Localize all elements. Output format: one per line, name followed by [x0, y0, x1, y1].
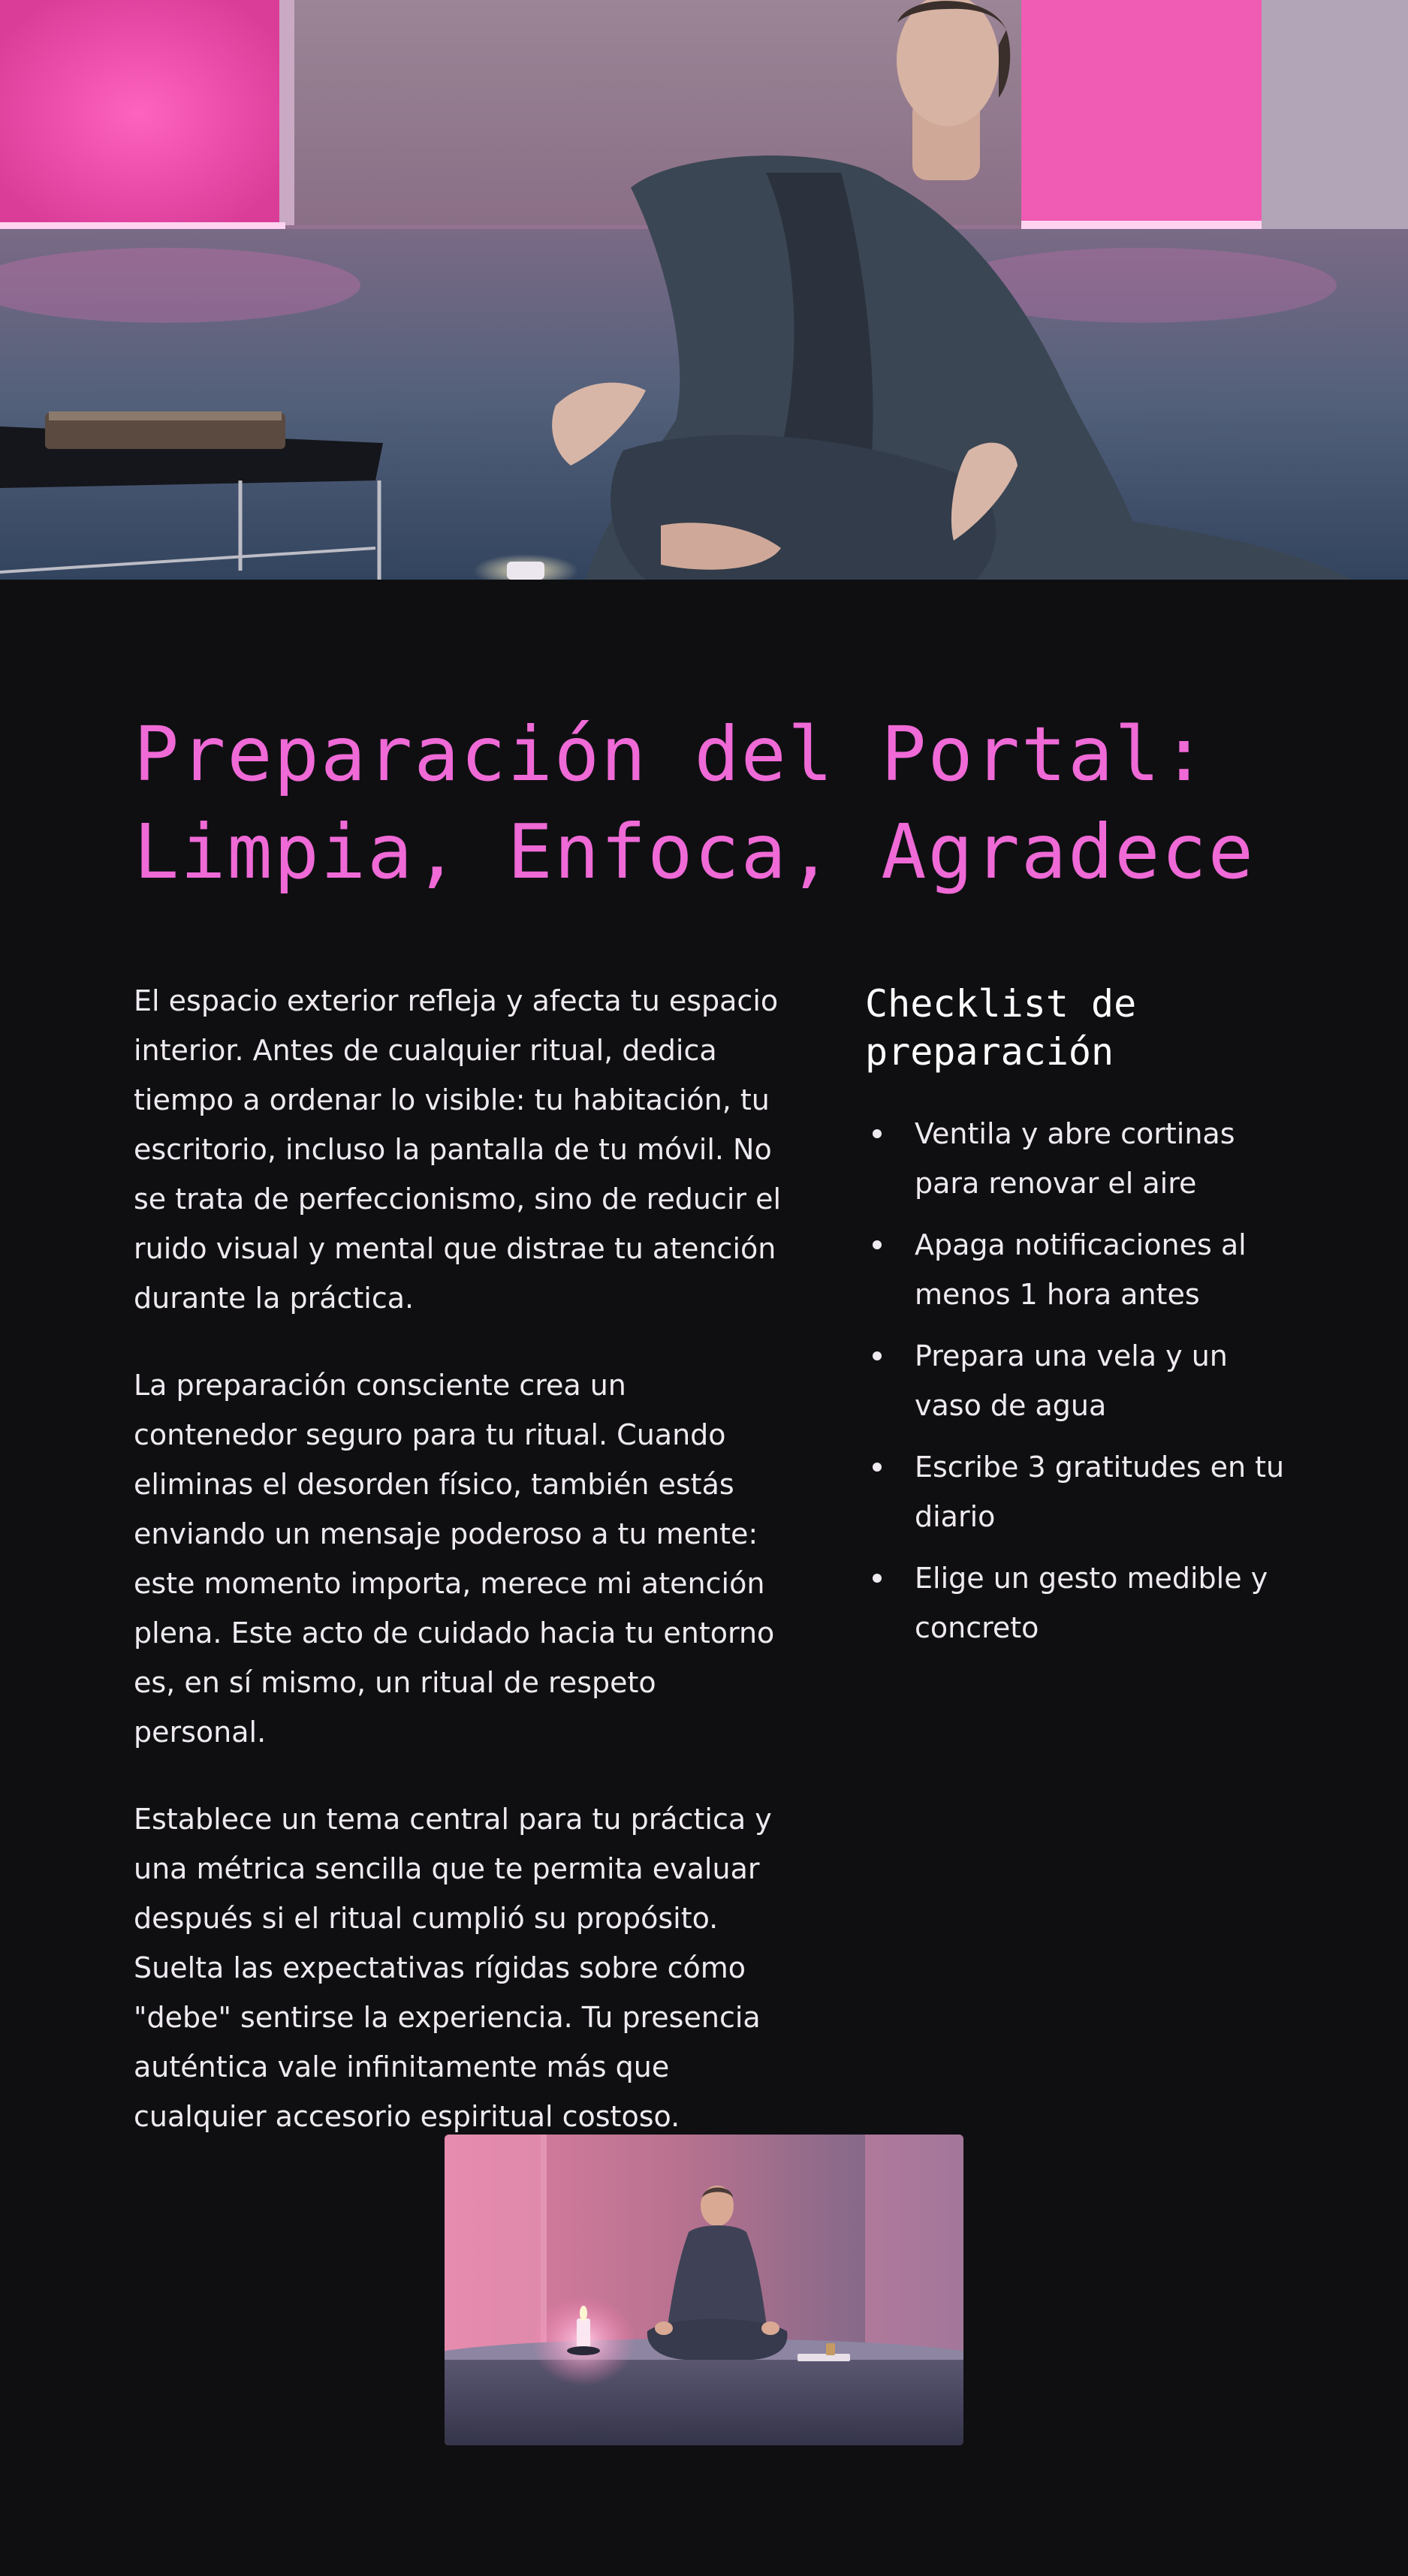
article-paragraph: El espacio exterior refleja y afecta tu espacio interior. Antes de cualquier ritual, dedica tiempo a ordenar lo visible: tu habitación, tu escritorio, incluso la pantalla de tu móvil. No se trata de perfeccionismo, sino de reducir el ruido visual y mental que distrae tu atención durante la práctica. — [134, 984, 782, 1315]
article-title — [134, 706, 1305, 901]
preparation-checklist — [865, 980, 1286, 1665]
checklist-list — [865, 1109, 1286, 1653]
bullet-icon — [873, 1351, 882, 1360]
checklist-item-text: Prepara una vela y un vaso de agua — [915, 1339, 1228, 1422]
checklist-item — [865, 1331, 1286, 1430]
meditating-man-photo-icon — [0, 0, 1408, 580]
article-body — [134, 976, 794, 2179]
checklist-item — [865, 1220, 1286, 1319]
checklist-item-text: Ventila y abre cortinas para renovar el aire — [915, 1117, 1235, 1200]
checklist-heading: Checklist de preparación — [865, 982, 1137, 1074]
meditation-thumbnail — [445, 2135, 963, 2445]
article-title-line1: Preparación del Portal: — [134, 710, 1208, 798]
hero-image — [0, 0, 1408, 580]
checklist-item — [865, 1553, 1286, 1653]
bullet-icon — [873, 1574, 882, 1583]
meditation-candle-photo-icon — [445, 2135, 963, 2445]
article-paragraph: La preparación consciente crea un contenedor seguro para tu ritual. Cuando eliminas el desorden físico, también estás enviando un mensaje poderoso a tu mente: este momento importa, merece mi atención plena. Este acto de cuidado hacia tu entorno es, en sí mismo, un ritual de respeto personal. — [134, 1369, 775, 1749]
checklist-item-text: Elige un gesto medible y concreto — [915, 1562, 1268, 1644]
checklist-item — [865, 1109, 1286, 1208]
bullet-icon — [873, 1129, 882, 1138]
article-title-line2: Limpia, Enfoca, Agradece — [134, 808, 1255, 896]
article-paragraph: Establece un tema central para tu práctica y una métrica sencilla que te permita evaluar después si el ritual cumplió su propósito. Suelta las expectativas rígidas sobre cómo "debe" sentirse la experiencia. Tu presencia auténtica vale infinitamente más que cualquier accesorio espiritual costoso. — [134, 1803, 772, 2133]
bullet-icon — [873, 1240, 882, 1249]
checklist-item — [865, 1442, 1286, 1541]
checklist-item-text: Escribe 3 gratitudes en tu diario — [915, 1451, 1285, 1533]
checklist-item-text: Apaga notificaciones al menos 1 hora antes — [915, 1228, 1247, 1311]
bullet-icon — [873, 1463, 882, 1472]
